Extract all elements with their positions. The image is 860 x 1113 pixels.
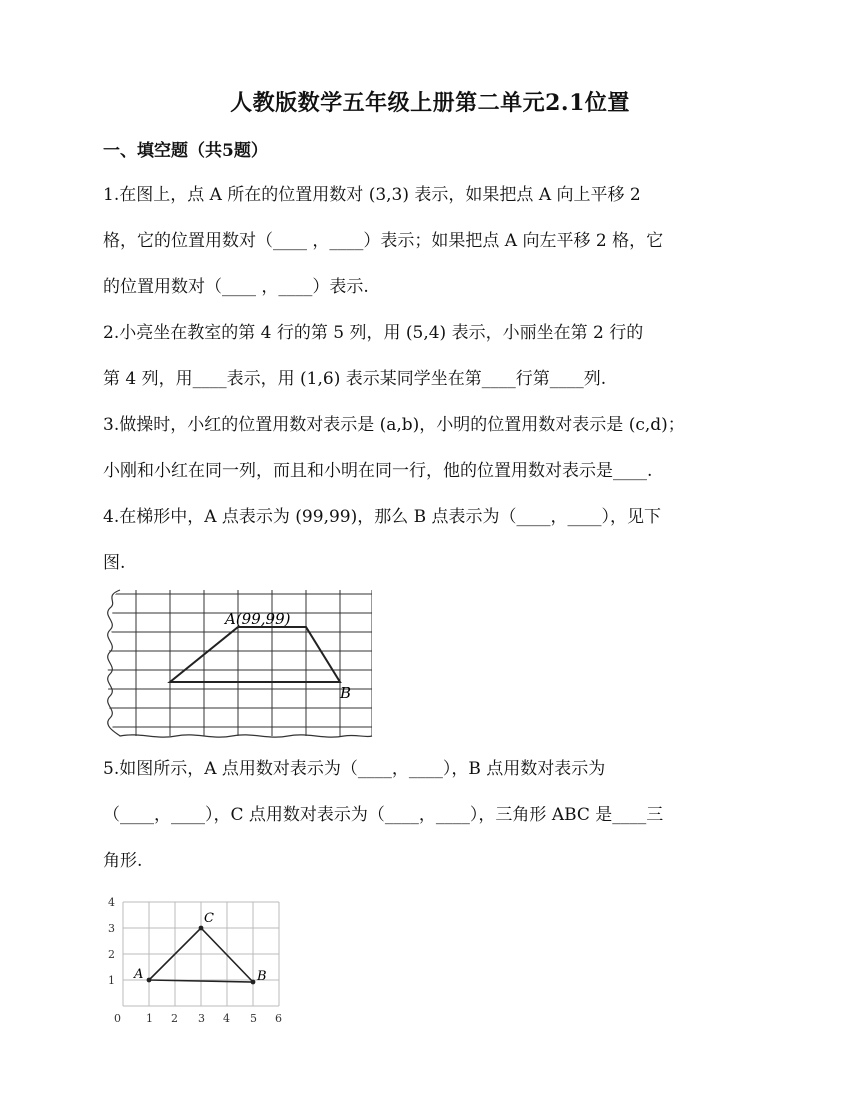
question-1-line-3: 的位置用数对（____ ，____）表示.: [103, 277, 369, 297]
point-c: [199, 926, 204, 931]
grid-lines: [123, 902, 279, 1006]
question-1-line-1: 1.在图上，点 A 所在的位置用数对 (3,3) 表示，如果把点 A 向上平移 2: [103, 185, 641, 205]
question-2-line-2: 第 4 列，用____表示，用 (1,6) 表示某同学坐在第____行第____列.: [103, 369, 607, 389]
y-tick-1: 1: [108, 974, 115, 987]
question-4-line-2: 图.: [103, 553, 126, 573]
question-3-line-1: 3.做操时，小红的位置用数对表示是 (a,b)，小明的位置用数对表示是 (c,d)；: [103, 415, 685, 435]
point-a-label: A: [134, 967, 144, 982]
question-4-line-1: 4.在梯形中，A 点表示为 (99,99)，那么 B 点表示为（____，____），见下: [103, 507, 662, 527]
trapezoid-grid-figure: [100, 586, 380, 738]
grid-lines: [100, 586, 372, 738]
y-tick-4: 4: [108, 896, 115, 909]
point-c-label: C: [204, 911, 214, 926]
y-tick-2: 2: [108, 948, 115, 961]
question-3: [103, 402, 763, 494]
section-heading: 一、填空题（共5题）: [103, 141, 268, 161]
x-tick-2: 2: [171, 1012, 178, 1025]
x-tick-5: 5: [250, 1012, 257, 1025]
question-5-line-3: 角形.: [103, 851, 143, 871]
y-tick-3: 3: [108, 922, 115, 935]
x-tick-1: 1: [146, 1012, 153, 1025]
question-3-line-2: 小刚和小红在同一列，而且和小明在同一行，他的位置用数对表示是____.: [103, 461, 653, 481]
point-a-label: A(99,99): [225, 610, 291, 628]
question-5-line-2: （____，____），C 点用数对表示为（____，____），三角形 ABC 是____三: [103, 805, 664, 825]
point-a: [147, 978, 152, 983]
question-1: [103, 172, 763, 310]
question-4: [103, 494, 763, 586]
point-b-label: B: [257, 969, 267, 984]
x-tick-4: 4: [223, 1012, 230, 1025]
x-tick-3: 3: [198, 1012, 205, 1025]
question-2-line-1: 2.小亮坐在教室的第 4 行的第 5 列，用 (5,4) 表示，小丽坐在第 2 行的: [103, 323, 644, 343]
page-title: 人教版数学五年级上册第二单元2.1位置: [230, 90, 630, 116]
triangle-grid-figure: [100, 892, 300, 1032]
point-b-label: B: [340, 684, 352, 702]
x-tick-6: 6: [275, 1012, 282, 1025]
point-b: [251, 980, 256, 985]
x-tick-0: 0: [114, 1012, 121, 1025]
question-5-line-1: 5.如图所示，A 点用数对表示为（____，____），B 点用数对表示为: [103, 759, 606, 779]
question-2: [103, 310, 763, 402]
trapezoid-shape: [170, 627, 340, 682]
question-1-line-2: 格，它的位置用数对（____ ，____）表示；如果把点 A 向左平移 2 格，它: [103, 231, 664, 251]
question-5: [103, 746, 763, 884]
